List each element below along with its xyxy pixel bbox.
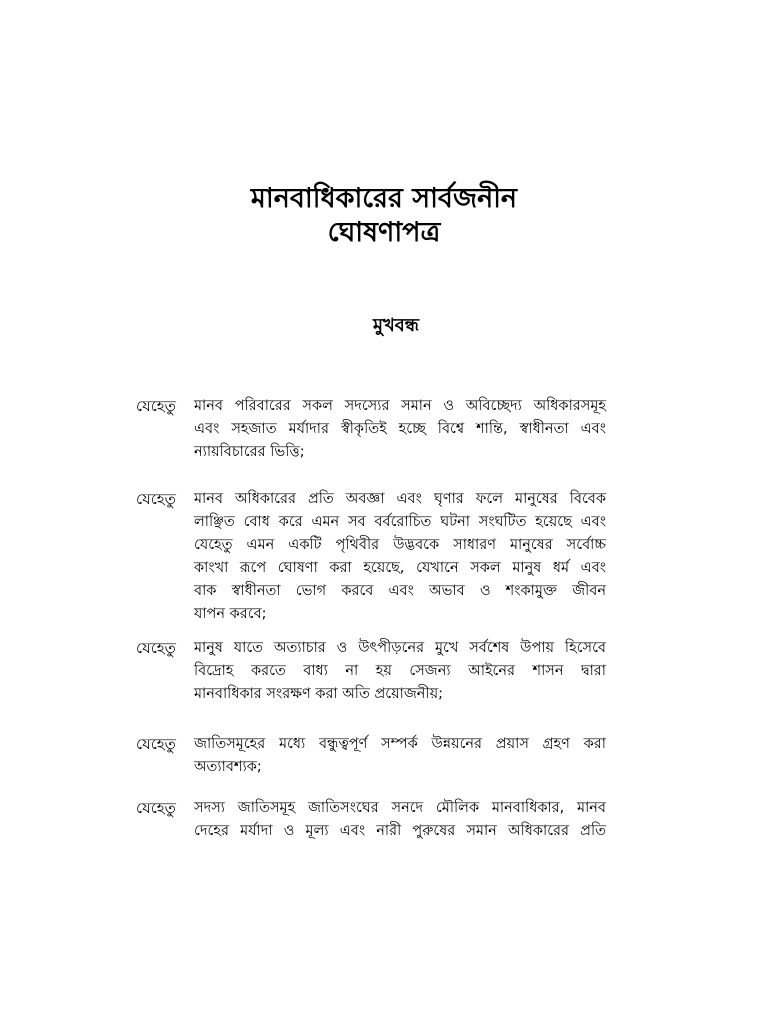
clause-line: এবং সহজাত মর্যাদার স্বীকৃতিই হচ্ছে বিশ্বে শান্তি, স্বাধীনতা এবং: [194, 421, 606, 437]
clause-label: যেহেতু: [136, 799, 176, 817]
clause-line: যাপন করবে;: [194, 606, 267, 622]
clause-label: যেহেতু: [136, 490, 176, 508]
clause-line: জাতিসমূহের মধ্যে বন্ধুত্বপূর্ণ সম্পর্ক উন্নয়নের প্রয়াস গ্রহণ করা: [194, 736, 606, 752]
document-title-line-1: মানবাধিকারের সার্বজনীন: [250, 183, 518, 214]
clause-line: দেহের মর্যাদা ও মূল্য এবং নারী পুরুষের সমান অধিকারের প্রতি: [194, 823, 606, 839]
clause-line: মানবাধিকার সংরক্ষণ করা অতি প্রয়োজনীয়;: [194, 686, 444, 702]
clause-label: যেহেতু: [136, 735, 176, 753]
clause-line: মানব পরিবারের সকল সদস্যের সমান ও অবিচ্ছেদ্য অধিকারসমূহ: [194, 398, 606, 414]
clause-text: [194, 395, 606, 464]
clause-label: যেহেতু: [136, 639, 176, 657]
clause-line: অত্যাবশ্যক;: [194, 759, 262, 775]
clause-line: বাক স্বাধীনতা ভোগ করবে এবং অভাব ও শংকামুক্ত জীবন: [194, 583, 606, 599]
clause-label: যেহেতু: [136, 397, 176, 415]
document-title-line-2: ঘোষণাপত্র: [327, 217, 441, 248]
clause-text: [194, 733, 606, 779]
clause-line: মানুষ যাতে অত্যাচার ও উৎপীড়নের মুখে সর্বশেষ উপায় হিসেবে: [194, 640, 606, 656]
clause-line: লাঞ্ছিত বোধ করে এমন সব বর্বরোচিত ঘটনা সংঘটিত হয়েছে এবং: [194, 514, 606, 530]
clause-text: [194, 637, 606, 706]
clause-text: [194, 488, 606, 626]
clause-line: মানব অধিকারের প্রতি অবজ্ঞা এবং ঘৃণার ফলে মানুষের বিবেক: [194, 491, 606, 507]
clause-text: [194, 797, 606, 843]
clause-line: ন্যায়বিচারের ভিত্তি;: [194, 444, 305, 460]
preamble-heading: মুখবন্ধ: [372, 315, 420, 336]
clause-line: কাংখা রূপে ঘোষণা করা হয়েছে, যেখানে সকল মানুষ ধর্ম এবং: [194, 560, 606, 576]
clause-line: সদস্য জাতিসমূহ জাতিসংঘের সনদে মৌলিক মানবাধিকার, মানব: [194, 800, 606, 816]
clause-line: যেহেতু এমন একটি পৃথিবীর উদ্ভবকে সাধারণ মানুষের সর্বোচ্চ: [194, 537, 606, 553]
clause-line: বিদ্রোহ করতে বাধ্য না হয় সেজন্য আইনের শাসন দ্বারা: [194, 663, 606, 679]
